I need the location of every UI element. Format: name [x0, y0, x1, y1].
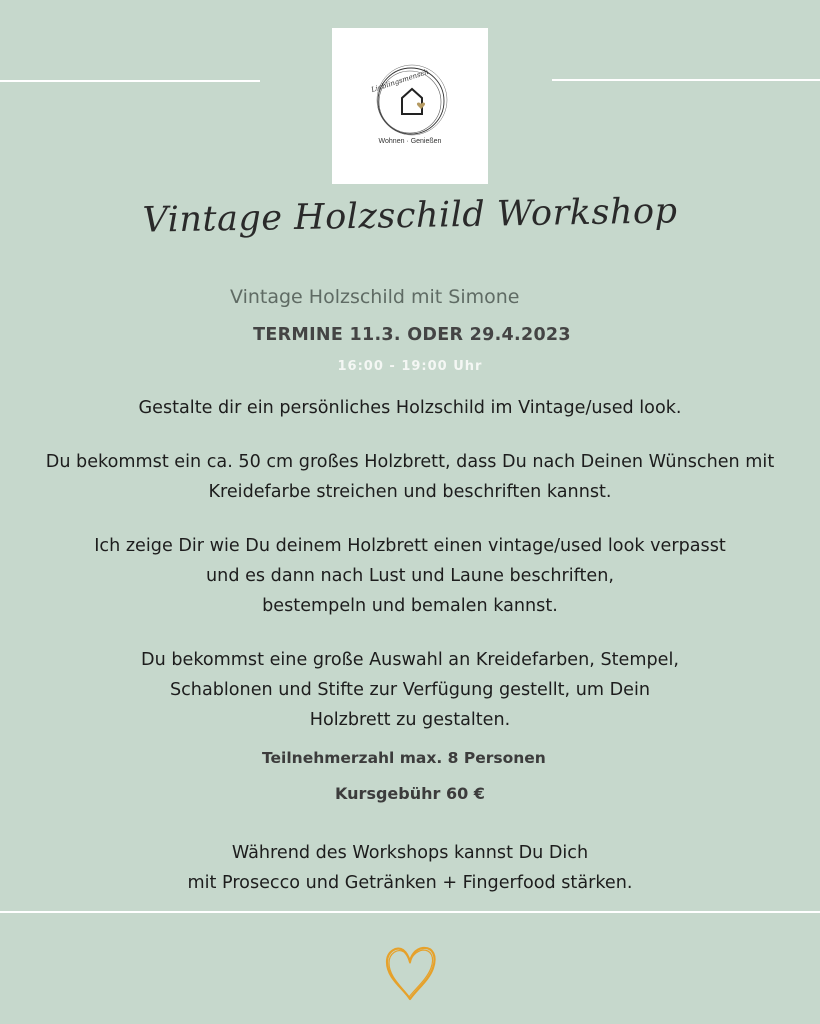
divider-top-left	[0, 80, 260, 82]
heart-icon	[383, 944, 439, 1004]
text-line: Du bekommst ein ca. 50 cm großes Holzbrett, dass Du nach Deinen Wünschen mit	[45, 452, 775, 472]
material-paragraph	[0, 447, 820, 507]
participant-limit: Teilnehmerzahl max. 8 Personen	[262, 749, 546, 767]
event-time: 16:00 - 19:00 Uhr	[337, 359, 483, 374]
intro-paragraph	[0, 393, 820, 423]
house-heart-logo-icon	[332, 28, 488, 184]
text-line: Du bekommst eine große Auswahl an Kreidefarben, Stempel,	[141, 650, 679, 670]
refreshments-paragraph	[0, 838, 820, 898]
logo-script-text: Lieblingsmensch	[370, 67, 430, 95]
divider-bottom	[0, 911, 820, 913]
logo-caption: Wohnen · Genießen	[378, 138, 442, 145]
text-line: bestempeln und bemalen kannst.	[262, 596, 558, 616]
course-fee: Kursgebühr 60 €	[335, 784, 485, 803]
divider-top-right	[552, 79, 820, 81]
logo	[332, 28, 488, 184]
text-line: Während des Workshops kannst Du Dich	[231, 843, 589, 863]
text-line: Kreidefarbe streichen und beschriften kannst.	[208, 482, 612, 502]
technique-paragraph	[0, 531, 820, 621]
text-line: mit Prosecco und Getränken + Fingerfood stärken.	[187, 873, 633, 893]
text-line: Holzbrett zu gestalten.	[309, 710, 511, 730]
text-line: Schablonen und Stifte zur Verfügung gestellt, um Dein	[169, 680, 651, 700]
text-line: und es dann nach Lust und Laune beschriften,	[206, 566, 614, 586]
text-line: Gestalte dir ein persönliches Holzschild im Vintage/used look.	[138, 398, 682, 418]
text-line: Ich zeige Dir wie Du deinem Holzbrett einen vintage/used look verpasst	[94, 536, 726, 556]
subtitle: Vintage Holzschild mit Simone	[230, 286, 520, 308]
page-title: Vintage Holzschild Workshop	[142, 191, 678, 241]
event-dates: TERMINE 11.3. ODER 29.4.2023	[253, 325, 571, 345]
supplies-paragraph	[0, 645, 820, 735]
